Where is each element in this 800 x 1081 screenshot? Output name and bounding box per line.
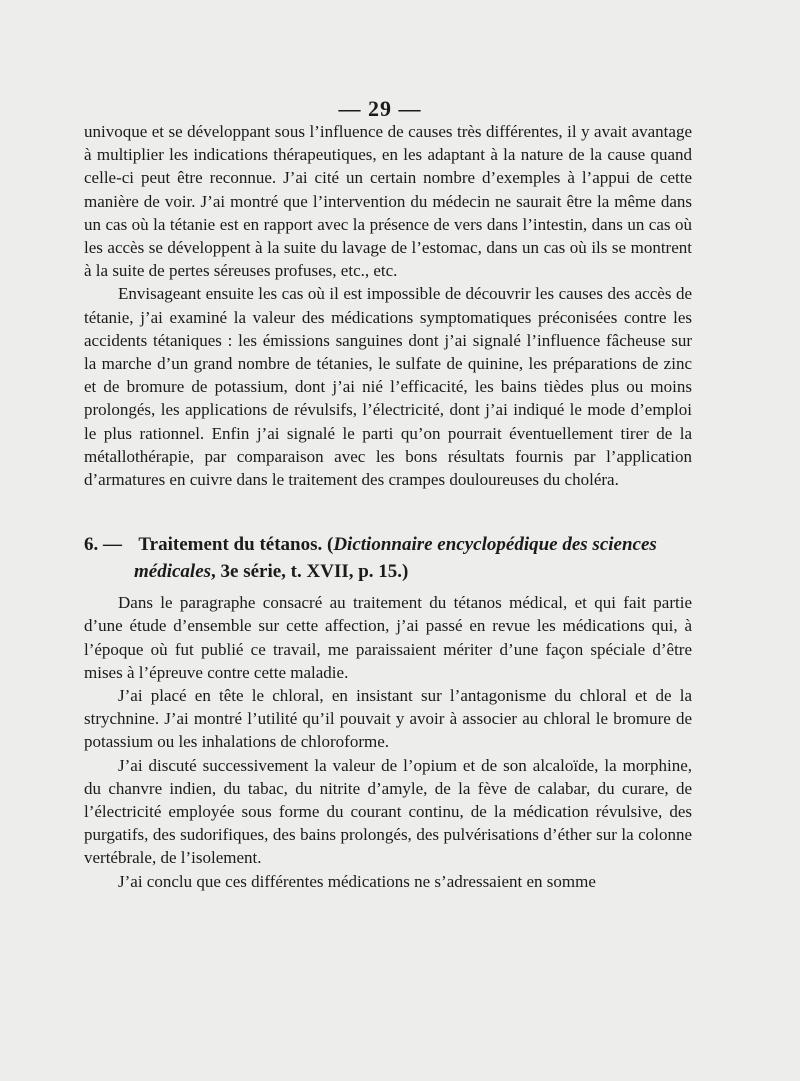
- section-number: 6. —: [84, 534, 122, 556]
- paragraph: Envisageant ensuite les cas où il est impossible de découvrir les causes des accès de tétanie, j’ai examiné la valeur des médications symptomatiques préconisées contre les accidents tétaniques : les émissions sanguines dont j’ai signalé l’influence fâcheuse sur la marche d’un grand nombre de tétanies, le sulfate de quinine, les préparations de zinc et de bromure de potassium, dont j’ai nié l’efficacité, les bains tièdes plus ou moins prolongés, les applications de révulsifs, l’électricité, dont j’ai indiqué le mode d’emploi le plus rationnel. Enfin j’ai signalé le parti qu’on pourrait éventuellement tirer de la métallothérapie, par comparaison avec les bons résultats fournis par l’application d’armatures en cuivre dans le traitement des crampes douloureuses du choléra.: [84, 284, 692, 490]
- page-number: — 29 —: [338, 96, 422, 121]
- paragraph: univoque et se développant sous l’influence de causes très différentes, il y avait avantage à multiplier les indications thérapeutiques, en les adaptant à la nature de la cause quand celle-ci peut être reconnue. J’ai cité un certain nombre d’exemples à l’appui de cette manière de voir. J’ai montré que l’intervention du médecin ne saurait être la même dans un cas où la tétanie est en rapport avec la présence de vers dans l’intestin, dans un cas où les accès se développent à la suite du lavage de l’estomac, dans un cas où ils se montrent à la suite de pertes séreuses profuses, etc., etc.: [84, 122, 692, 281]
- paragraph: J’ai conclu que ces différentes médications ne s’adressaient en somme: [118, 871, 596, 891]
- paragraph: J’ai discuté successivement la valeur de l’opium et de son alcaloïde, la morphine, du chanvre indien, du tabac, du nitrite d’amyle, de la fève de calabar, du curare, de l’électricité employée sous forme du courant continu, de la médication révulsive, des purgatifs, des sudorifiques, des bains prolongés, des pulvérisations d’éther sur la colonne vertébrale, de l’isolement.: [84, 755, 692, 868]
- section-source-title: Dictionnaire encyclopédique des sciences médicales: [134, 534, 657, 583]
- paragraph: Dans le paragraphe consacré au traitement du tétanos médical, et qui fait partie d’une étude d’ensemble sur cette affection, j’ai passé en revue les médications qui, à l’époque où fut publié ce travail, me paraissaient mériter d’une façon spéciale d’être mises à l’épreuve contre cette maladie.: [84, 593, 692, 682]
- section-source-details: , 3e série, t. XVII, p. 15.): [211, 561, 409, 583]
- page-body: [84, 120, 692, 893]
- section-source-open: (: [327, 534, 334, 556]
- section-heading: [84, 531, 692, 585]
- paragraph: J’ai placé en tête le chloral, en insistant sur l’antagonisme du chloral et de la strychnine. J’ai montré l’utilité qu’il pouvait y avoir à associer au chloral le bromure de potassium ou les inhalations de chloroforme.: [84, 686, 692, 752]
- section-title: Traitement du tétanos.: [138, 534, 323, 556]
